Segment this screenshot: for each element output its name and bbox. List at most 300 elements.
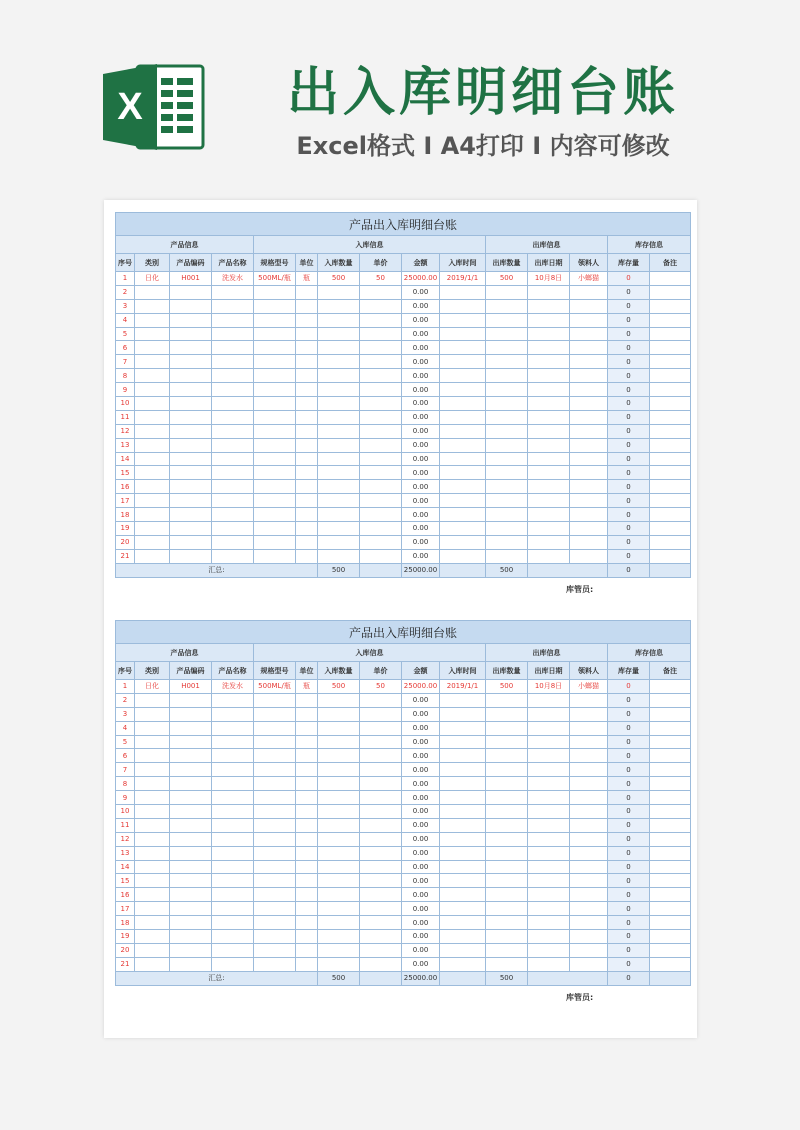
table-cell — [296, 355, 318, 369]
table-cell — [570, 341, 608, 355]
table-cell — [570, 832, 608, 846]
column-header: 出库数量 — [486, 254, 528, 272]
table-cell — [570, 805, 608, 819]
table-cell — [486, 341, 528, 355]
table-cell — [318, 832, 360, 846]
table-cell — [170, 930, 212, 944]
table-cell — [528, 818, 570, 832]
table-cell — [135, 383, 170, 397]
table-cell — [650, 791, 691, 805]
table-cell — [360, 943, 402, 957]
table-cell — [528, 902, 570, 916]
table-cell — [570, 452, 608, 466]
table-cell — [318, 424, 360, 438]
table-cell — [318, 410, 360, 424]
table-cell — [296, 721, 318, 735]
column-header: 入库时间 — [440, 254, 486, 272]
table-cell: 0 — [608, 735, 650, 749]
table-cell — [650, 535, 691, 549]
table-cell — [212, 721, 254, 735]
table-cell: 9 — [116, 791, 135, 805]
table-cell — [170, 805, 212, 819]
table-cell — [135, 777, 170, 791]
table-cell — [135, 805, 170, 819]
table-cell: 0.00 — [402, 874, 440, 888]
table-cell — [212, 818, 254, 832]
page-subtitle: Excel格式 I A4打印 I 内容可修改 — [296, 132, 670, 160]
table-cell: 0 — [608, 466, 650, 480]
table-cell: 21 — [116, 549, 135, 563]
table-row — [116, 777, 691, 791]
table-cell — [254, 735, 296, 749]
table-cell — [440, 860, 486, 874]
svg-text:X: X — [117, 86, 143, 128]
table-cell: 0.00 — [402, 791, 440, 805]
table-cell — [650, 397, 691, 411]
table-cell: 8 — [116, 369, 135, 383]
table-cell — [170, 438, 212, 452]
table-cell: 0.00 — [402, 410, 440, 424]
table-cell — [296, 549, 318, 563]
table-row — [116, 818, 691, 832]
table-cell: 瓶 — [296, 680, 318, 694]
table-cell: 4 — [116, 721, 135, 735]
table-cell — [486, 383, 528, 397]
table-cell: 0.00 — [402, 930, 440, 944]
keeper-label: 库管员: — [566, 585, 594, 594]
table-cell: 0 — [608, 410, 650, 424]
group-header: 入库信息 — [254, 236, 486, 254]
ledger-table — [115, 212, 691, 578]
table-cell — [135, 763, 170, 777]
table-cell — [318, 763, 360, 777]
table-cell — [135, 424, 170, 438]
table-cell: 0.00 — [402, 749, 440, 763]
table-cell — [486, 355, 528, 369]
table-cell: 12 — [116, 832, 135, 846]
table-cell — [135, 438, 170, 452]
table-cell — [254, 522, 296, 536]
group-header: 库存信息 — [608, 644, 691, 662]
column-header: 金额 — [402, 254, 440, 272]
table-cell — [528, 749, 570, 763]
table-cell — [570, 508, 608, 522]
group-header-row — [116, 644, 691, 662]
table-cell: 0.00 — [402, 805, 440, 819]
column-header: 领料人 — [570, 254, 608, 272]
table-cell — [254, 860, 296, 874]
table-cell — [135, 735, 170, 749]
table-cell — [318, 707, 360, 721]
table-cell: 7 — [116, 355, 135, 369]
table-cell: 0.00 — [402, 313, 440, 327]
table-cell — [528, 860, 570, 874]
table-cell: 0.00 — [402, 902, 440, 916]
table-cell — [360, 846, 402, 860]
table-cell — [360, 930, 402, 944]
table-cell: H001 — [170, 680, 212, 694]
table-cell — [570, 874, 608, 888]
table-cell — [440, 535, 486, 549]
table-cell — [440, 805, 486, 819]
table-cell — [135, 846, 170, 860]
table-cell: 0.00 — [402, 466, 440, 480]
table-cell — [254, 749, 296, 763]
table-cell — [254, 355, 296, 369]
table-cell — [296, 930, 318, 944]
table-cell: 500 — [318, 272, 360, 286]
table-cell: 0 — [608, 535, 650, 549]
table-cell — [212, 763, 254, 777]
table-cell: 0 — [608, 383, 650, 397]
table-cell — [135, 522, 170, 536]
table-cell: 2019/1/1 — [440, 272, 486, 286]
table-cell — [360, 874, 402, 888]
table-row — [116, 508, 691, 522]
table-cell — [318, 749, 360, 763]
table-cell: 洗发水 — [212, 680, 254, 694]
table-cell: 0 — [608, 916, 650, 930]
table-cell — [212, 860, 254, 874]
table-cell — [212, 957, 254, 971]
table-cell — [135, 410, 170, 424]
table-cell — [212, 535, 254, 549]
table-cell — [650, 763, 691, 777]
table-cell — [360, 549, 402, 563]
table-cell: 14 — [116, 452, 135, 466]
column-header: 出库日期 — [528, 662, 570, 680]
table-cell — [360, 791, 402, 805]
table-cell — [650, 943, 691, 957]
table-cell: 500ML/瓶 — [254, 272, 296, 286]
table-cell — [254, 410, 296, 424]
table-cell — [135, 693, 170, 707]
table-cell — [650, 549, 691, 563]
table-cell — [170, 693, 212, 707]
table-cell: 13 — [116, 846, 135, 860]
table-cell — [170, 777, 212, 791]
table-cell — [296, 707, 318, 721]
column-header: 单位 — [296, 254, 318, 272]
column-header: 出库日期 — [528, 254, 570, 272]
table-row — [116, 272, 691, 286]
table-cell: 10 — [116, 397, 135, 411]
table-cell — [528, 721, 570, 735]
table-cell — [135, 957, 170, 971]
table-cell — [570, 535, 608, 549]
table-cell — [254, 846, 296, 860]
table-cell: 0.00 — [402, 818, 440, 832]
table-cell — [254, 888, 296, 902]
table-cell — [170, 707, 212, 721]
table-cell — [318, 285, 360, 299]
group-header: 入库信息 — [254, 644, 486, 662]
table-cell — [360, 313, 402, 327]
table-cell — [212, 397, 254, 411]
table-cell — [440, 299, 486, 313]
table-cell — [440, 693, 486, 707]
table-cell — [254, 313, 296, 327]
table-cell — [528, 494, 570, 508]
table-cell — [570, 735, 608, 749]
table-cell — [486, 763, 528, 777]
table-cell — [486, 832, 528, 846]
table-cell — [135, 285, 170, 299]
table-cell — [570, 777, 608, 791]
table-cell — [486, 549, 528, 563]
table-cell: 1 — [116, 272, 135, 286]
table-cell — [650, 438, 691, 452]
sum-in-date — [440, 971, 486, 985]
table-cell: 0 — [608, 341, 650, 355]
table-row — [116, 424, 691, 438]
table-cell — [650, 860, 691, 874]
table-cell: 10月8日 — [528, 272, 570, 286]
table-cell: 0 — [608, 272, 650, 286]
table-cell — [170, 355, 212, 369]
table-cell: 10 — [116, 805, 135, 819]
table-cell — [318, 313, 360, 327]
table-row — [116, 832, 691, 846]
table-cell: 0.00 — [402, 860, 440, 874]
table-cell: 0 — [608, 707, 650, 721]
table-cell: 25000.00 — [402, 272, 440, 286]
table-cell — [135, 832, 170, 846]
table-cell: 0.00 — [402, 383, 440, 397]
table-cell — [212, 508, 254, 522]
table-cell — [135, 466, 170, 480]
table-cell — [254, 763, 296, 777]
table-cell — [135, 860, 170, 874]
table-cell — [360, 735, 402, 749]
table-cell — [360, 916, 402, 930]
table-cell — [254, 777, 296, 791]
table-cell: 0.00 — [402, 735, 440, 749]
table-cell — [440, 383, 486, 397]
table-cell — [570, 707, 608, 721]
table-cell — [570, 791, 608, 805]
table-cell — [296, 397, 318, 411]
table-cell — [254, 791, 296, 805]
table-cell — [254, 299, 296, 313]
table-row — [116, 791, 691, 805]
table-row — [116, 749, 691, 763]
table-cell — [570, 327, 608, 341]
table-cell: 0 — [608, 805, 650, 819]
table-cell: 0.00 — [402, 522, 440, 536]
table-cell — [318, 522, 360, 536]
table-cell — [528, 313, 570, 327]
table-cell: 0.00 — [402, 888, 440, 902]
table-cell: 0 — [608, 424, 650, 438]
table-row — [116, 680, 691, 694]
table-cell — [212, 438, 254, 452]
table-cell — [440, 424, 486, 438]
table-cell — [650, 888, 691, 902]
table-cell — [212, 424, 254, 438]
table-cell: 0.00 — [402, 285, 440, 299]
table-cell — [170, 494, 212, 508]
sum-in-qty: 500 — [318, 971, 360, 985]
table-cell — [570, 763, 608, 777]
table-row — [116, 535, 691, 549]
table-cell — [318, 735, 360, 749]
table-cell — [440, 846, 486, 860]
table-cell — [528, 424, 570, 438]
sum-amount: 25000.00 — [402, 971, 440, 985]
table-cell: 0 — [608, 791, 650, 805]
table-cell — [360, 535, 402, 549]
table-cell: 0.00 — [402, 721, 440, 735]
table-cell — [570, 693, 608, 707]
table-cell — [254, 480, 296, 494]
table-cell: 0 — [608, 763, 650, 777]
table-cell — [135, 888, 170, 902]
table-cell — [296, 299, 318, 313]
table-cell: 0 — [608, 438, 650, 452]
table-cell — [440, 313, 486, 327]
table-cell: 17 — [116, 902, 135, 916]
table-cell — [528, 846, 570, 860]
table-cell — [360, 818, 402, 832]
column-header: 备注 — [650, 662, 691, 680]
table-cell — [440, 930, 486, 944]
table-cell — [296, 535, 318, 549]
table-cell — [254, 805, 296, 819]
table-cell — [296, 777, 318, 791]
table-cell — [528, 777, 570, 791]
table-row — [116, 916, 691, 930]
table-cell: 0 — [608, 693, 650, 707]
table-cell — [650, 452, 691, 466]
table-row — [116, 805, 691, 819]
table-cell — [254, 832, 296, 846]
table-cell: 19 — [116, 522, 135, 536]
table-cell — [170, 749, 212, 763]
table-cell — [360, 508, 402, 522]
table-cell: 16 — [116, 480, 135, 494]
table-cell — [486, 369, 528, 383]
table-cell — [440, 791, 486, 805]
table-cell — [170, 832, 212, 846]
table-cell: 0 — [608, 860, 650, 874]
summary-row — [116, 563, 691, 577]
sum-empty — [528, 971, 608, 985]
table-cell — [318, 327, 360, 341]
table-cell — [296, 369, 318, 383]
column-header: 类别 — [135, 254, 170, 272]
table-cell — [528, 508, 570, 522]
table-cell — [570, 902, 608, 916]
table-cell — [440, 832, 486, 846]
table-cell — [650, 410, 691, 424]
table-cell — [296, 749, 318, 763]
table-cell — [296, 452, 318, 466]
table-cell — [486, 299, 528, 313]
table-cell — [318, 805, 360, 819]
table-cell — [486, 397, 528, 411]
table-cell: 0.00 — [402, 916, 440, 930]
table-cell — [135, 721, 170, 735]
table-cell: 6 — [116, 749, 135, 763]
table-cell — [650, 355, 691, 369]
table-cell — [486, 930, 528, 944]
table-cell — [212, 805, 254, 819]
table-cell — [440, 777, 486, 791]
group-header: 产品信息 — [116, 236, 254, 254]
table-cell — [486, 327, 528, 341]
group-header: 出库信息 — [486, 644, 608, 662]
ledger-title-row — [116, 621, 691, 644]
table-cell — [570, 721, 608, 735]
table-cell — [254, 930, 296, 944]
table-cell — [650, 285, 691, 299]
table-row — [116, 522, 691, 536]
table-cell — [486, 313, 528, 327]
table-cell — [296, 480, 318, 494]
table-cell — [650, 341, 691, 355]
table-cell: 0.00 — [402, 693, 440, 707]
table-cell — [570, 860, 608, 874]
table-cell — [360, 466, 402, 480]
table-cell — [528, 805, 570, 819]
table-cell — [296, 846, 318, 860]
table-cell — [650, 693, 691, 707]
table-cell — [296, 805, 318, 819]
table-cell — [135, 313, 170, 327]
table-cell — [528, 874, 570, 888]
table-cell: 0 — [608, 846, 650, 860]
table-cell — [360, 957, 402, 971]
table-cell — [254, 549, 296, 563]
table-cell — [212, 410, 254, 424]
table-cell: 0 — [608, 832, 650, 846]
table-cell — [650, 846, 691, 860]
column-header: 单价 — [360, 662, 402, 680]
table-cell: 0.00 — [402, 397, 440, 411]
table-cell — [212, 749, 254, 763]
table-row — [116, 466, 691, 480]
table-cell — [170, 383, 212, 397]
table-cell — [170, 452, 212, 466]
table-cell — [254, 438, 296, 452]
table-cell — [486, 791, 528, 805]
table-cell: 0.00 — [402, 943, 440, 957]
table-cell — [570, 383, 608, 397]
table-cell — [254, 327, 296, 341]
table-cell — [318, 860, 360, 874]
table-cell — [254, 818, 296, 832]
ledger-title-row — [116, 213, 691, 236]
table-cell: 16 — [116, 888, 135, 902]
column-header: 入库时间 — [440, 662, 486, 680]
table-cell — [254, 508, 296, 522]
table-cell — [650, 369, 691, 383]
table-cell: 50 — [360, 272, 402, 286]
table-cell: 0 — [608, 299, 650, 313]
table-cell — [212, 902, 254, 916]
table-cell — [318, 299, 360, 313]
table-row — [116, 930, 691, 944]
table-cell — [440, 466, 486, 480]
table-cell — [528, 930, 570, 944]
table-cell: 2 — [116, 285, 135, 299]
table-cell — [440, 494, 486, 508]
page-title: 出入库明细台账 — [286, 63, 679, 123]
table-cell — [440, 749, 486, 763]
table-cell — [570, 369, 608, 383]
table-cell — [570, 438, 608, 452]
